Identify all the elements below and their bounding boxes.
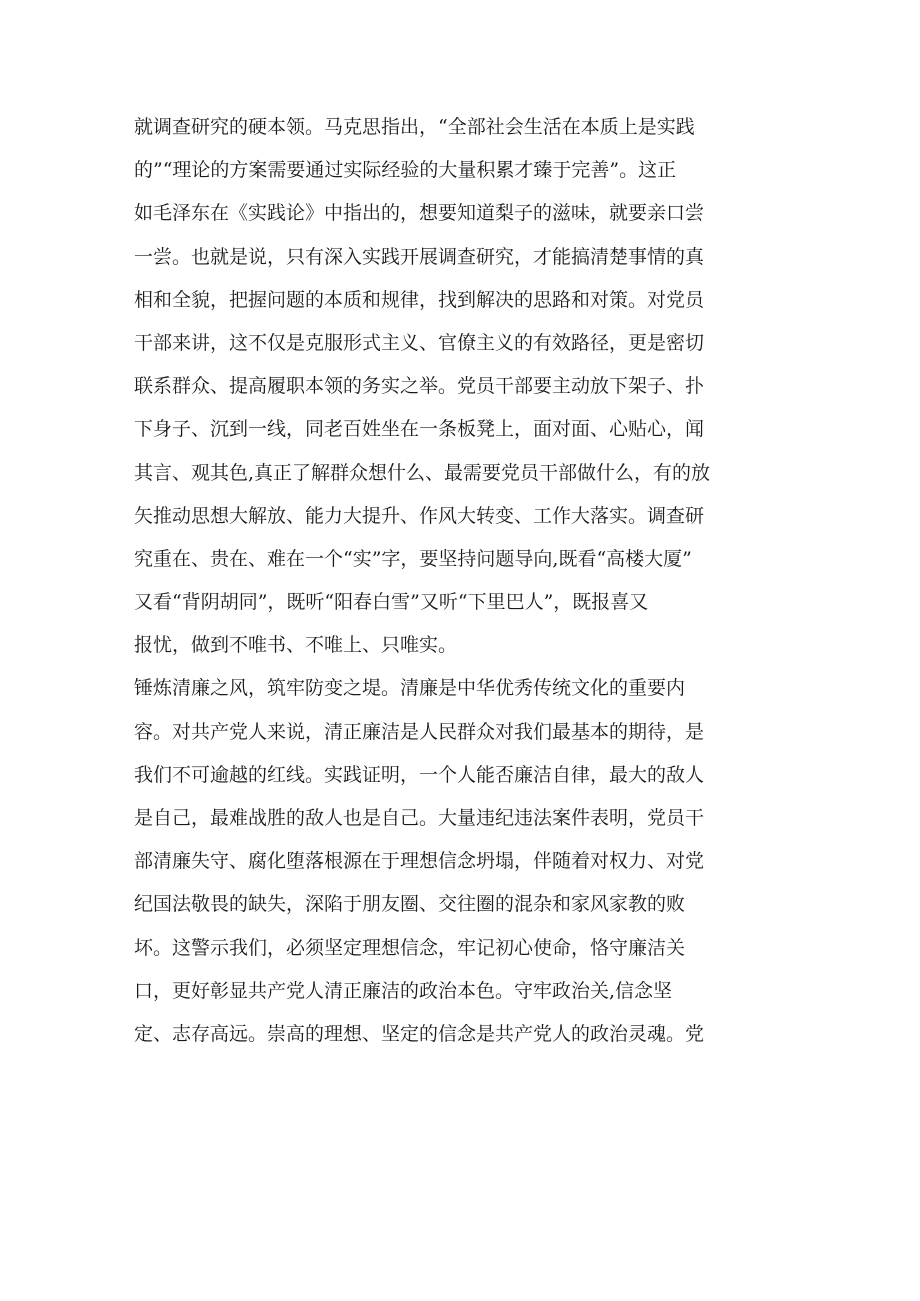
text-line: 部清廉失守、腐化堕落根源在于理想信念坍塌，伴随着对权力、对党 <box>134 850 705 873</box>
text-line: 其言、观其色,真正了解群众想什么、最需要党员干部做什么，有的放 <box>134 461 711 484</box>
text-line: 是自己，最难战胜的敌人也是自己。大量违纪违法案件表明，党员干 <box>134 807 705 829</box>
text-line: 口，更好彰显共产党人清正廉洁的政治本色。守牢政治关,信念坚 <box>134 979 673 1002</box>
text-line: 的”“理论的方案需要通过实际经验的大量积累才臻于完善”。这正 <box>134 159 677 182</box>
text-line: 究重在、贵在、难在一个“实”字，要坚持问题导向,既看“高楼大厦” <box>134 547 692 570</box>
text-line: 干部来讲，这不仅是克服形式主义、官僚主义的有效路径，更是密切 <box>134 331 705 354</box>
text-line: 相和全貌，把握问题的本质和规律，找到解决的思路和对策。对党员 <box>134 288 705 311</box>
text-line: 我们不可逾越的红线。实践证明，一个人能否廉洁自律，最大的敌人 <box>134 763 705 786</box>
text-line: 一尝。也就是说，只有深入实践开展调查研究，才能搞清楚事情的真 <box>134 245 705 268</box>
body-text <box>134 106 794 1056</box>
text-line: 锤炼清廉之风，筑牢防变之堤。清廉是中华优秀传统文化的重要内 <box>134 677 686 700</box>
text-line: 就调查研究的硬本领。马克思指出，“全部社会生活在本质上是实践 <box>134 116 695 138</box>
text-line: 坏。这警示我们，必须坚定理想信念，牢记初心使命，恪守廉洁关 <box>134 936 686 959</box>
text-line: 如毛泽东在《实践论》中指出的，想要知道梨子的滋味，就要亲口尝 <box>134 202 705 225</box>
text-line: 又看“背阴胡同”，既听“阳春白雪”又听“下里巴人”，既报喜又 <box>134 591 649 614</box>
text-line: 纪国法敬畏的缺失，深陷于朋友圈、交往圈的混杂和家风家教的败 <box>134 893 686 916</box>
text-line: 报忧，做到不唯书、不唯上、只唯实。 <box>134 634 458 657</box>
text-line: 容。对共产党人来说，清正廉洁是人民群众对我们最基本的期待，是 <box>134 720 705 743</box>
text-line: 联系群众、提高履职本领的务实之举。党员干部要主动放下架子、扑 <box>134 375 705 398</box>
text-line: 定、志存高远。崇高的理想、坚定的信念是共产党人的政治灵魂。党 <box>134 1022 705 1045</box>
text-line: 下身子、沉到一线，同老百姓坐在一条板凳上，面对面、心贴心，闻 <box>134 418 705 441</box>
text-line: 矢推动思想大解放、能力大提升、作风大转变、工作大落实。调查研 <box>134 504 705 527</box>
